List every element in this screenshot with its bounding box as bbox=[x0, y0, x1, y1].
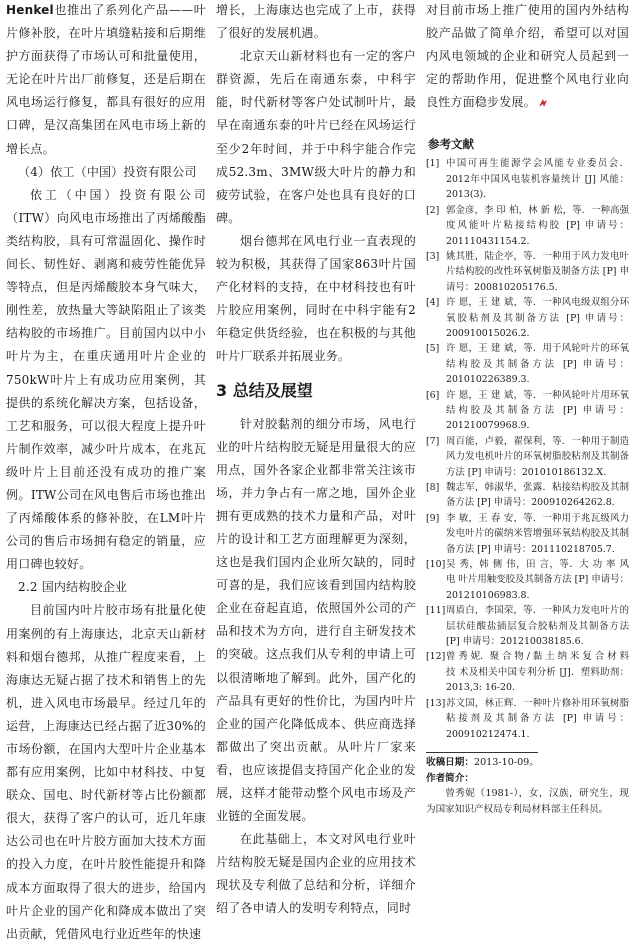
reference-item bbox=[426, 480, 629, 511]
received-date bbox=[426, 755, 629, 771]
reference-number: [13] bbox=[426, 697, 446, 709]
paragraph: 在此基础上，本文对风电行业叶片结构胶无疑是国内企业的应用技术现状及专利做了总结和分析，详细介绍了各申请人的发明专利特点，同时 bbox=[216, 832, 416, 916]
paragraph: 针对胶黏剂的细分市场，风电行业的叶片结构胶无疑是用量很大的应用点，国外各家企业都非常关注该市场，并力争占有一席之地，国外企业拥有更成熟的技术力量和产品，对叶片的设计和工艺方面理解更为深刻，这也是我们国内企业所欠缺的，同时可喜的是，我们应该看到国内结构胶企业在奋起直追，依照国外公司的产品和技术为方向，进行自主研发技术的突破。这点我们从专利的申请上可以很清晰地了解到。此外，国产化的产品具有更好的性价比，为国内叶片企业的国产化降低成本、供应商选择都做出了突出贡献。从叶片厂家来看，也应该提倡支持国产化企业的发展，这样才能带动整个风电市场及产业链的全面发展。 bbox=[216, 416, 416, 824]
references-list bbox=[426, 156, 629, 741]
paragraph: 增长，上海康达也完成了上市，获得了很好的发展机遇。 bbox=[216, 3, 416, 41]
reference-item bbox=[426, 249, 629, 295]
reference-text: 吴 秀，韩 侧 伟，田 言，等．大 功 率 风 电 叶片用触变胶及其制备方法 [P] 申请号：201210106983.8. bbox=[446, 559, 629, 601]
footnote-rule bbox=[426, 752, 538, 753]
reference-item bbox=[426, 341, 629, 387]
column-2 bbox=[216, 0, 416, 921]
reference-item bbox=[426, 434, 629, 480]
reference-text: 许 愿，王 建 斌，等．一种风轮叶片用环氧结构胶及其制备方法 [P] 申请号：201210079968.9. bbox=[446, 389, 629, 432]
reference-item bbox=[426, 203, 629, 249]
reference-text: 许 愿，王 建 斌，等．一种风电级双组分环氧胶粘剂及其制备方法 [P] 申请号：200910015026.2. bbox=[446, 297, 629, 339]
reference-number: [12] bbox=[426, 651, 446, 663]
section-heading: 3 总结及展望 bbox=[216, 380, 313, 400]
paragraph-text: 也推出了系列化产品——叶片修补胶，在叶片填缝粘接和后期维护方面获得了市场认可和批量使用，无论在叶片出厂前修复，还是后期在风电场运行修复，都具有很好的应用口碑，是汉高集团在风电市场上新的增长点。 bbox=[6, 3, 206, 156]
reference-item bbox=[426, 603, 629, 649]
reference-item bbox=[426, 295, 629, 341]
footnote bbox=[426, 755, 629, 817]
reference-item bbox=[426, 511, 629, 557]
reference-item bbox=[426, 388, 629, 434]
received-value: 2013-10-09。 bbox=[473, 757, 539, 768]
paragraph: 依工（中国）投资有限公司（ITW）向风电市场推出了丙烯酸酯类结构胶，具有可常温固化、操作时间长、韧性好、剥离和疲劳性能优异等特点，但是丙烯酸胶本身气味大，刚性差，放热量大等缺陷阻止了该类结构胶的市场推广。目前国内以中小叶片为主，在重庆通用叶片企业的750kW叶片上有成功应用案例，其提供的系统化解决方案，包括设备，工艺和服务，可以很大程度上提升叶片制作效率，减少叶片成本，在兆瓦级叶片上目前还没有成功的推广案例。ITW公司在风电售后市场也推出了丙烯酸体系的修补胶，在LM叶片公司的售后市场拥有稳定的销量，应用口碑也较好。 bbox=[6, 187, 206, 572]
reference-text: 许 愿，王 建 斌，等．用于风轮叶片的环氧结构胶及其制备方法 [P] 申请号：201010226389.3. bbox=[446, 343, 629, 386]
reference-text: 姚其胜，陆企亭，等．一种用于风力发电叶片结构胶的改性环氧树脂及制备方法 [P] 申请号：200810205176.5. bbox=[446, 250, 629, 293]
company-name-henkel: Henkel bbox=[6, 3, 54, 17]
reference-number: [7] bbox=[426, 435, 440, 447]
paragraph-text: 对目前市场上推广使用的国内外结构胶产品做了简单介绍，希望可以对国内风电领域的企业和研究人员起到一定的帮助作用，促进整个风电行业向良性方面稳步发展。 bbox=[426, 3, 629, 110]
column-1 bbox=[6, 0, 206, 946]
reference-number: [9] bbox=[426, 512, 440, 524]
paragraph: 目前国内叶片胶市场有批量化使用案例的有上海康达，北京天山新材料和烟台德邦，从推广程度来看，上海康达无疑占据了技术和销售上的先机，进入风电市场最早。经过几年的运营，上海康达已经占据了近30%的市场份额，在国内大型叶片企业基本都有应用案例，比如中材科技、中复联众、国电、时代新材等占比份额都很大，获得了客户的认可，近几年康达公司也在叶片胶方面加大技术方面的投入力度，在叶片胶性能提升和降成本方面取得了很大的进步，给国内叶片企业的国产化和降成本做出了突出贡献，凭借风电行业近些年的快速 bbox=[6, 603, 206, 941]
reference-text: 周盾白，李国荣，等．一种风力发电叶片的层状硅酸盐插层复合胶粘剂及其制备方法 [P] 申请号：201210038185.6. bbox=[446, 605, 629, 648]
author-label: 作者简介： bbox=[426, 772, 474, 784]
reference-number: [11] bbox=[426, 605, 446, 617]
subsection-heading-domestic: 2.2 国内结构胶企业 bbox=[18, 580, 128, 595]
reference-number: [3] bbox=[426, 250, 440, 262]
reference-text: 中国可再生能源学会风能专业委员会．2012年中国风电装机容量统计 [J] 风能：2013(3). bbox=[446, 158, 629, 201]
references-heading: 参考文献 bbox=[428, 137, 474, 152]
reference-text: 李 敏，王 春 安，等．一种用于兆瓦级风力发电叶片的碳纳米管增强环氧结构胶及其制备方法 [P] 申请号：201110218705.7. bbox=[446, 512, 629, 555]
author-intro-label-line bbox=[426, 771, 629, 787]
paragraph: 北京天山新材料也有一定的客户群资源，先后在南通东泰，中科宇能，时代新材等客户处试制叶片，最早在南通东泰的叶片已经在风场运行至少2年时间，并于中科宇能合作完成52.3m、3MW级大叶片的静力和疲劳试验，在客户处也具有良好的口碑。 bbox=[216, 49, 416, 225]
reference-number: [8] bbox=[426, 482, 440, 493]
reference-text: 郭金彦，李 印 柏，林 新 松，等．一种高强度风能叶片粘接结构胶 [P] 申请号：201110431154.2. bbox=[446, 204, 629, 247]
paragraph: 烟台德邦在风电行业一直表现的较为积极，其获得了国家863叶片国产化材料的支持，在中材科技也有叶片胶应用案例，同时在中科宇能有2年稳定供货经验，也在积极的与其他叶片厂联系并拓展业务。 bbox=[216, 233, 416, 364]
reference-number: [10] bbox=[426, 559, 446, 571]
author-intro: 曾秀妮（1981-），女，汉族，研究生，现为国家知识产权局专利局材料部主任科员。 bbox=[426, 788, 629, 815]
reference-text: 周百能，卢毅，翟保利，等．一种用于制造风力发电机叶片的环氧树脂胶粘剂及其制备方法 [P] 申请号：201010186132.X. bbox=[446, 435, 629, 478]
reference-number: [1] bbox=[426, 158, 440, 170]
paragraph bbox=[426, 0, 629, 114]
column-3 bbox=[426, 0, 629, 742]
reference-text: 魏志军，韩淑华，张露．粘接结构胶及其制备方法 [P] 申请号：200910264262.8. bbox=[446, 482, 629, 509]
reference-item bbox=[426, 696, 629, 742]
end-of-article-mark-icon bbox=[538, 98, 548, 108]
reference-number: [4] bbox=[426, 297, 440, 309]
reference-text: 曾 秀 妮．聚 合 物 / 黏 土 纳 米 复 合 材 料 技 术及相关中国专利分析 [J]．塑料助剂：2013,3: 16-20. bbox=[446, 651, 629, 694]
reference-number: [2] bbox=[426, 204, 440, 216]
reference-item bbox=[426, 557, 629, 603]
paragraph bbox=[6, 0, 206, 161]
received-label: 收稿日期： bbox=[426, 757, 474, 768]
reference-number: [6] bbox=[426, 389, 440, 401]
reference-text: 苏文国，林正辉．一种叶片修补用环氧树脂粘接剂及其制备方法 [P] 申请号：200910212474.1. bbox=[446, 697, 629, 740]
reference-item bbox=[426, 649, 629, 695]
reference-item bbox=[426, 156, 629, 202]
reference-number: [5] bbox=[426, 343, 440, 355]
subsection-heading-itw: （4）依工（中国）投资有限公司 bbox=[18, 164, 197, 179]
